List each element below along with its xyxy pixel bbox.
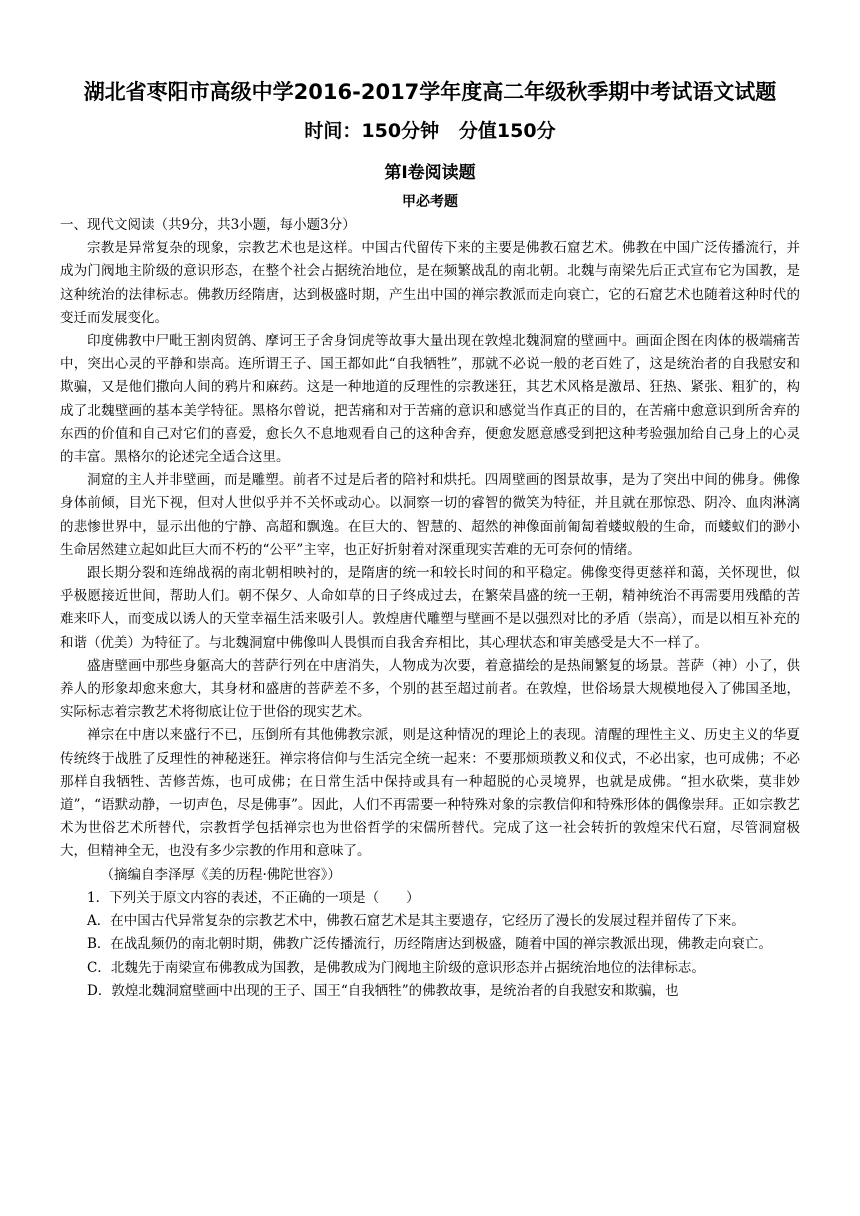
option-d: D．敦煌北魏洞窟壁画中出现的王子、国王“自我牺牲”的佛教故事，是统治者的自我慰安和欺骗，也 — [87, 982, 679, 999]
part-title: 第Ⅰ卷阅读题 — [384, 163, 476, 183]
passage-paragraph-3: 洞窟的主人并非壁画，而是雕塑。前者不过是后者的陪衬和烘托。四周壁画的图景故事，是为了突出中间的佛身。佛像身体前倾，目光下视，但对人世似乎并不关怀或动心。以洞察一切的睿智的微笑为特征，并且就在那惊恐、阴冷、血肉淋漓的悲惨世界中，显示出他的宁静、高超和飘逸。在巨大的、智慧的、超然的神像面前匍匐着蝼蚁般的生命，而蝼蚁们的渺小生命居然建立起如此巨大而不朽的“公平”主宰，也正好折射着对深重现实苦难的无可奈何的情绪。 — [60, 472, 800, 558]
question-stem: 1．下列关于原文内容的表述，不正确的一项是（ ） — [87, 889, 420, 906]
option-c: C．北魏先于南梁宣布佛教成为国教，是佛教成为门阀地主阶级的意识形态并占据统治地位的法律标志。 — [87, 959, 705, 976]
passage-paragraph-5: 盛唐壁画中那些身躯高大的菩萨行列在中唐消失，人物成为次要，着意描绘的是热闹繁复的场景。菩萨（神）小了，供养人的形象却愈来愈大，其身材和盛唐的菩萨差不多，个别的甚至超过前者。在敦煌，世俗场景大规模地侵入了佛国圣地，实际标志着宗教艺术将彻底让位于世俗的现实艺术。 — [60, 657, 800, 721]
exam-title: 湖北省枣阳市高级中学2016-2017学年度高二年级秋季期中考试语文试题 — [83, 80, 777, 104]
exam-time-score: 时间：150分钟 分值150分 — [304, 120, 556, 142]
option-a: A．在中国古代异常复杂的宗教艺术中，佛教石窟艺术是其主要遗存，它经历了漫长的发展过程并留传了下来。 — [87, 913, 745, 930]
question-1 — [60, 887, 800, 1003]
passage-paragraph-4: 跟长期分裂和连绵战祸的南北朝相映衬的，是隋唐的统一和较长时间的和平稳定。佛像变得更慈祥和蔼，关怀现世，似乎极愿接近世间，帮助人们。朝不保夕、人命如草的日子终成过去，在繁荣昌盛的统一王朝，精神统治不再需要用残酷的苦难来吓人，而变成以诱人的天堂幸福生活来吸引人。敦煌唐代雕塑与壁画不是以强烈对比的矛盾（崇高），而是以相互补充的和谐（优美）为特征了。与北魏洞窟中佛像叫人畏惧而自我舍弃相比，其心理状态和审美感受是大不一样了。 — [60, 565, 800, 651]
passage-paragraph-1: 宗教是异常复杂的现象，宗教艺术也是这样。中国古代留传下来的主要是佛教石窟艺术。佛教在中国广泛传播流行，并成为门阀地主阶级的意识形态，在整个社会占据统治地位，是在频繁战乱的南北朝。北魏与南梁先后正式宣布它为国教，是这种统治的法律标志。佛教历经隋唐，达到极盛时期，产生出中国的禅宗教派而走向衰亡，它的石窟艺术也随着这种时代的变迁而发展变化。 — [60, 240, 800, 326]
passage-paragraph-2: 印度佛教中尸毗王割肉贸鸽、摩诃王子舍身饲虎等故事大量出现在敦煌北魏洞窟的壁画中。画面企图在肉体的极端痛苦中，突出心灵的平静和崇高。连所谓王子、国王都如此“自我牺牲”，那就不必说一般的老百姓了，这是统治者的自我慰安和欺骗，又是他们撒向人间的鸦片和麻药。这是一种地道的反理性的宗教迷狂，其艺术风格是激昂、狂热、紧张、粗犷的，构成了北魏壁画的基本美学特征。黑格尔曾说，把苦痛和对于苦痛的意识和感觉当作真正的目的，在苦痛中愈意识到所舍弃的东西的价值和自己对它们的喜爱，愈长久不息地观看自己的这种舍弃，便愈发愿意感受到把这种考验强加给自己身上的心灵的丰富。黑格尔的论述完全适合这里。 — [60, 333, 800, 466]
reading-passage — [60, 237, 800, 863]
passage-paragraph-6: 禅宗在中唐以来盛行不已，压倒所有其他佛教宗派，则是这种情况的理论上的表现。清醒的理性主义、历史主义的华夏传统终于战胜了反理性的神秘迷狂。禅宗将信仰与生活完全统一起来：不要那烦琐教义和仪式，不必出家，也可成佛；不必那样自我牺牲、苦修苦炼，也可成佛；在日常生活中保持或具有一种超脱的心灵境界，也就是成佛。“担水砍柴，莫非妙道”，“语默动静，一切声色，尽是佛事”。因此，人们不再需要一种特殊对象的宗教信仰和特殊形体的偶像崇拜。正如宗教艺术为世俗艺术所替代，宗教哲学包括禅宗也为世俗哲学的宋儒所替代。完成了这一社会转折的敦煌宋代石窟，尽管洞窟极大，但精神全无，也没有多少宗教的作用和意味了。 — [60, 727, 800, 860]
subsection-title: 甲必考题 — [402, 194, 458, 210]
section-heading: 一、现代文阅读（共9分，共3小题，每小题3分） — [60, 217, 356, 233]
option-b: B．在战乱频仍的南北朝时期，佛教广泛传播流行，历经隋唐达到极盛，随着中国的禅宗教派出现，佛教走向衰亡。 — [87, 936, 772, 953]
passage-source: （摘编自李泽厚《美的历程·佛陀世容》） — [100, 866, 342, 883]
